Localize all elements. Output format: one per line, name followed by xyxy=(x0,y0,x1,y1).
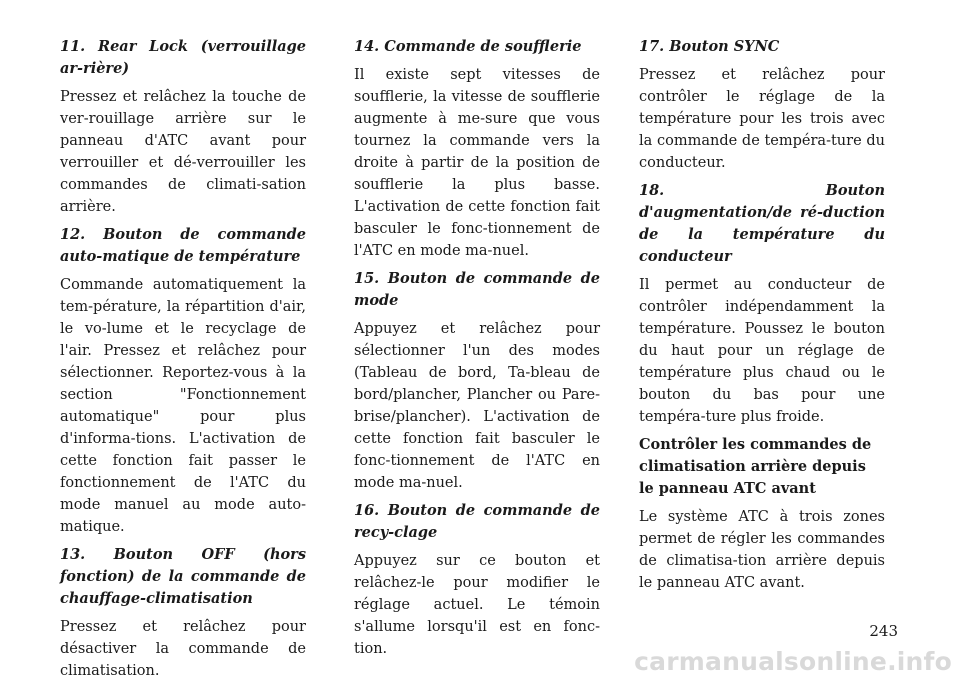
column-left xyxy=(60,36,306,688)
section-text-rear-lock: Pressez et relâchez la touche de ver-rouillage arrière sur le panneau d'ATC avant pour verrouiller et dé-verrouiller les commandes de climati-sation arrière. xyxy=(60,89,306,215)
section-heading-driver-temp: 18. Bouton d'augmentation/de ré-duction de la température du conducteur xyxy=(639,182,885,265)
section-heading-recirculation: 16. Bouton de commande de recy-clage xyxy=(354,502,600,541)
section-heading-off-button: 13. Bouton OFF (hors fonction) de la commande de chauffage-climatisation xyxy=(60,546,306,607)
section-heading-blower: 14. Commande de soufflerie xyxy=(354,38,582,55)
section-text-sync: Pressez et relâchez pour contrôler le réglage de la température pour les trois avec la commande de tempéra-ture du conducteur. xyxy=(639,67,885,171)
section-text-recirculation: Appuyez sur ce bouton et relâchez-le pour modifier le réglage actuel. Le témoin s'allume lorsqu'il est en fonc-tion. xyxy=(354,553,600,657)
section-text-rear-controls: Le système ATC à trois zones permet de régler les commandes de climatisa-tion arrière depuis le panneau ATC avant. xyxy=(639,509,885,591)
section-text-blower: Il existe sept vitesses de soufflerie, la vitesse de soufflerie augmente à me-sure que vous tournez la commande vers la droite à partir de la position de soufflerie la plus basse. L'activation de cette fonction fait basculer le fonc-tionnement de l'ATC en mode ma-nuel. xyxy=(354,67,600,259)
section-heading-rear-lock: 11. Rear Lock (verrouillage ar-rière) xyxy=(60,38,306,77)
section-heading-mode: 15. Bouton de commande de mode xyxy=(354,270,600,309)
section-text-mode: Appuyez et relâchez pour sélectionner l'un des modes (Tableau de bord, Ta-bleau de bord/plancher, Plancher ou Pare-brise/plancher). L'activation de cette fonction fait basculer le fonc-tionnement de l'ATC en mode ma-nuel. xyxy=(354,321,600,491)
section-text-driver-temp: Il permet au conducteur de contrôler indépendamment la température. Poussez le bouton du haut pour un réglage de température plus chaud ou le bouton du bas pour une tempéra-ture plus froide. xyxy=(639,277,885,425)
watermark-text: carmanualsonline.info xyxy=(634,647,952,676)
section-heading-auto-temp: 12. Bouton de commande auto-matique de température xyxy=(60,226,306,265)
page-number: 243 xyxy=(869,622,898,640)
column-middle xyxy=(354,36,600,666)
column-right xyxy=(639,36,885,600)
section-text-auto-temp: Commande automatiquement la tem-pérature, la répartition d'air, le vo-lume et le recyclage de l'air. Pressez et relâchez pour sélectionner. Reportez-vous à la section "Fonctionnement automatique" pour plus d'informa-tions. L'activation de cette fonction fait passer le fonctionnement de l'ATC du mode manuel au mode auto-matique. xyxy=(60,277,306,535)
section-text-off-button: Pressez et relâchez pour désactiver la commande de climatisation. xyxy=(60,619,306,679)
section-heading-rear-controls: Contrôler les commandes de climatisation arrière depuis le panneau ATC avant xyxy=(639,436,872,497)
section-heading-sync: 17. Bouton SYNC xyxy=(639,38,780,55)
